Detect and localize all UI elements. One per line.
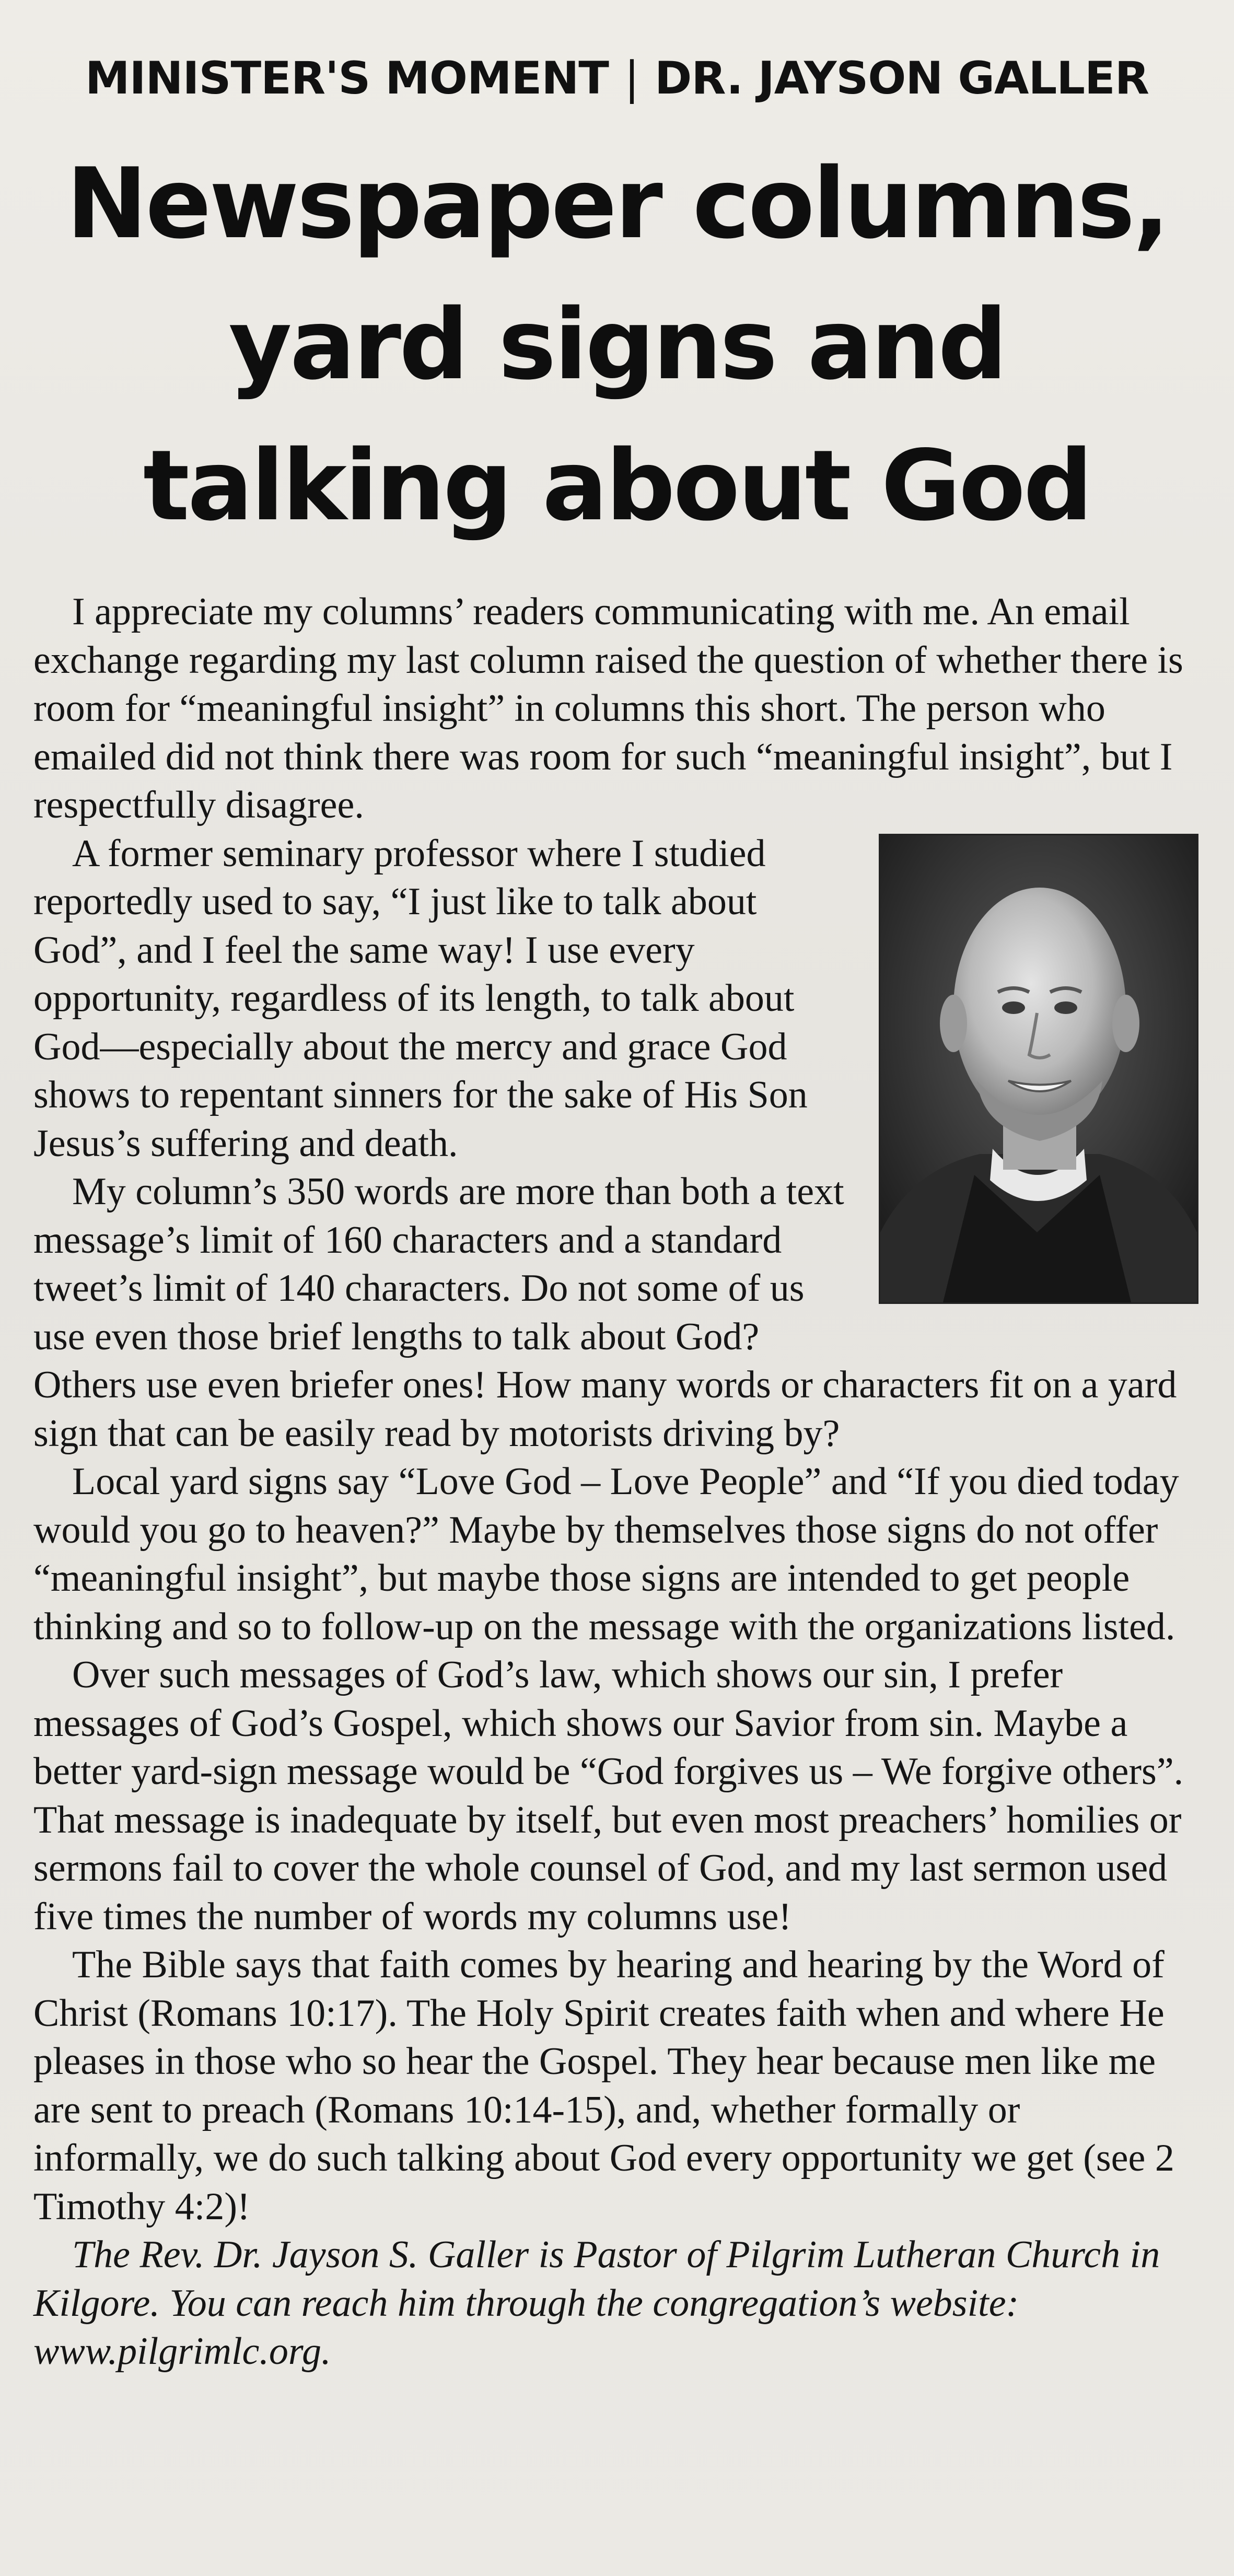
article-paragraph-3: My column’s 350 words are more than both a text message’s limit of 160 characters and a standard tweet’s limit of 140 characters. Do not some of us use even those brief lengths to talk about God? Others use even briefer ones! How many words or characters fit on a yard sign that can be easily read by motorists driving by? xyxy=(33,1170,1177,1455)
article-paragraph-1: I appreciate my columns’ readers communicating with me. An email exchange regarding my last column raised the question of whether there is room for “meaningful insight” in columns this short. The person who emailed did not think there was room for such “meaningful insight”, but I respectfully disagree. xyxy=(33,590,1183,826)
headline-line-3: talking about God xyxy=(143,429,1091,542)
kicker-separator: | xyxy=(624,52,639,104)
article-paragraph-2: A former seminary professor where I studied reportedly used to say, “I just like to talk about God”, and I feel the same way! I use every opportunity, regardless of its length, to talk about God—especially about the mercy and grace God shows to repentant sinners for the sake of His Son Jesus’s suffering and death. xyxy=(33,832,808,1165)
headline-line-2: yard signs and xyxy=(228,288,1006,401)
article-body xyxy=(33,588,1198,2376)
article-paragraph-5: Over such messages of God’s law, which shows our sin, I prefer messages of God’s Gospel, which shows our Savior from sin. Maybe a better yard-sign message would be “God forgives us – We forgive others”. That message is inadequate by itself, but even most preachers’ homilies or sermons fail to cover the whole counsel of God, and my last sermon used five times the number of words my columns use! xyxy=(33,1653,1184,1938)
author-name: DR. JAYSON GALLER xyxy=(654,52,1149,104)
column-kicker xyxy=(0,50,1234,107)
author-portrait-icon xyxy=(880,835,1197,1302)
headline-line-1: Newspaper columns, xyxy=(66,147,1168,260)
author-photo xyxy=(879,834,1198,1304)
section-name: MINISTER'S MOMENT xyxy=(85,52,609,104)
article-paragraph-6: The Bible says that faith comes by hearing and hearing by the Word of Christ (Romans 10:17). The Holy Spirit creates faith when and where He pleases in those who so hear the Gospel. They hear because men like me are sent to preach (Romans 10:14-15), and, whether formally or informally, we do such talking about God every opportunity we get (see 2 Timothy 4:2)! xyxy=(33,1943,1174,2228)
author-bio: The Rev. Dr. Jayson S. Galler is Pastor of Pilgrim Lutheran Church in Kilgore. You can reach him through the congregation’s website: www.pilgrimlc.org. xyxy=(33,2233,1160,2373)
page-title xyxy=(0,133,1234,556)
article-paragraph-4: Local yard signs say “Love God – Love People” and “If you died today would you go to heaven?” Maybe by themselves those signs do not offer “meaningful insight”, but maybe those signs are intended to get people thinking and so to follow-up on the message with the organizations listed. xyxy=(33,1460,1179,1648)
